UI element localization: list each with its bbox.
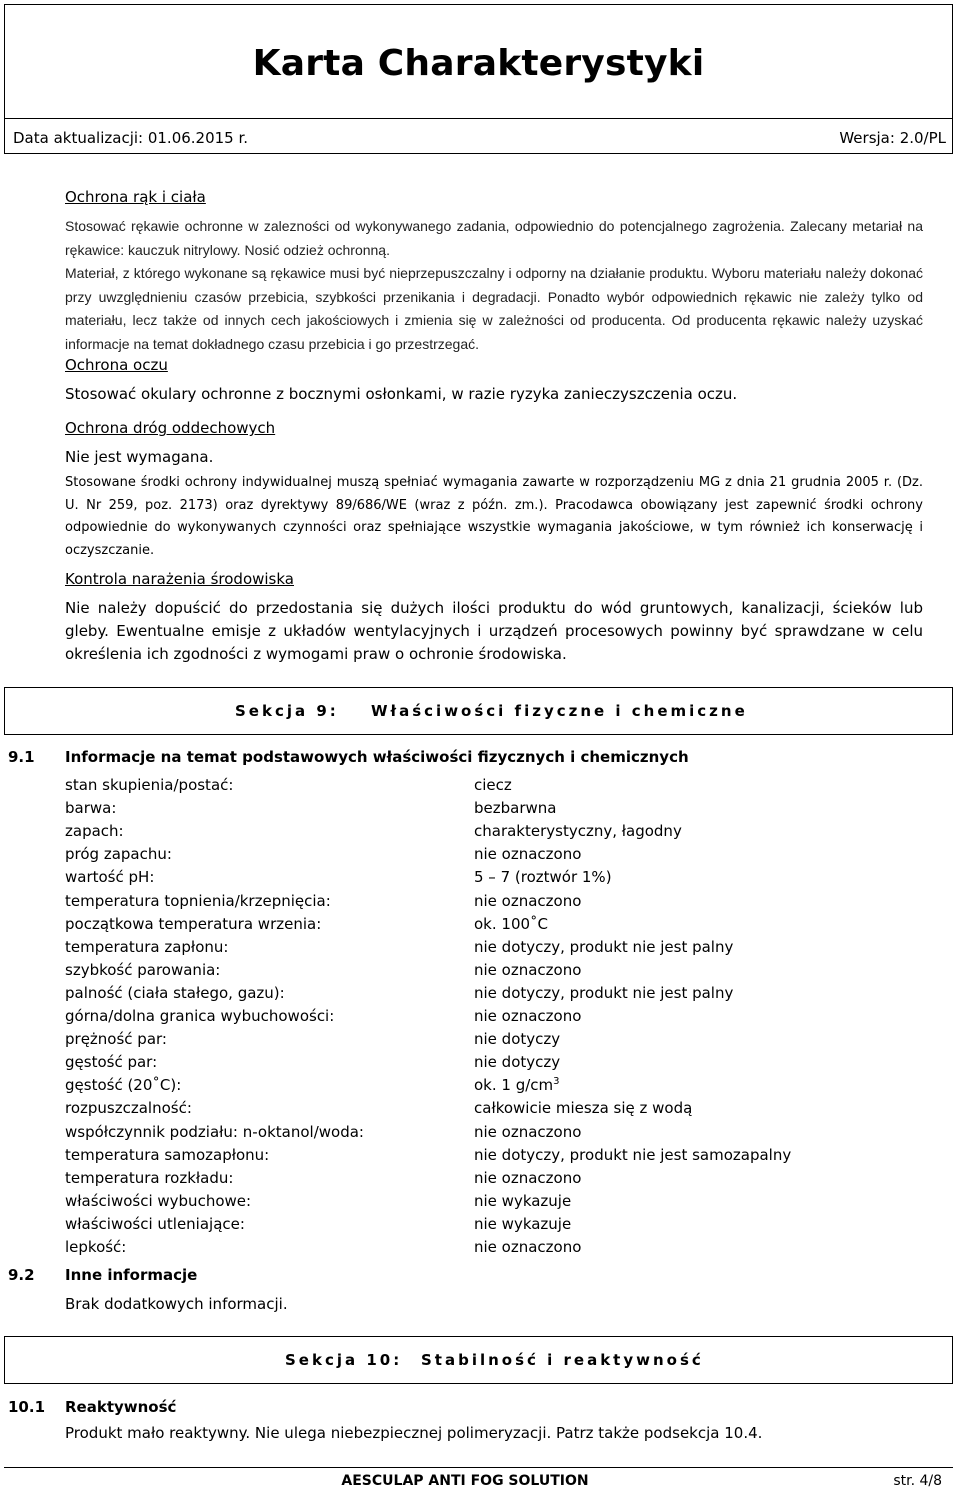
environment-control-heading: Kontrola narażenia środowiska [65, 570, 294, 588]
property-value-superscript: 3 [553, 1076, 560, 1087]
property-label: barwa: [65, 799, 117, 817]
property-label: właściwości utleniające: [65, 1215, 245, 1233]
property-value [474, 938, 733, 956]
property-value-text: ok. 100˚C [474, 915, 549, 933]
property-label: rozpuszczalność: [65, 1099, 192, 1117]
property-label: temperatura topnienia/krzepnięcia: [65, 892, 331, 910]
property-value [474, 1192, 571, 1210]
property-label: palność (ciała stałego, gazu): [65, 984, 285, 1002]
property-value [474, 1053, 560, 1071]
property-value-text: bezbarwna [474, 799, 557, 817]
property-value [474, 892, 581, 910]
section-9-title: Właściwości fizyczne i chemiczne [371, 702, 748, 720]
property-value-text: nie dotyczy [474, 1053, 561, 1071]
property-value-text: nie oznaczono [474, 961, 582, 979]
respiratory-protection-note: Stosowane środki ochrony indywidualnej muszą spełniać wymagania zawarte w rozporządzeniu MG z dnia 21 grudnia 2005 r. (Dz. U. Nr 259, poz. 2173) oraz dyrektywy 89/686/WE (wraz z późn. zm.). Pracodawca obowiązany jest zapewnić środki ochrony odpowiednie do wykonywanych czynności oraz spełniające wszystkie wymagania jakościowe, w tym również ich konserwację i oczyszczanie. [65, 475, 923, 558]
section-10-header [4, 1336, 953, 1384]
property-value-text: nie dotyczy [474, 1030, 561, 1048]
respiratory-protection-text: Nie jest wymagana. [65, 448, 214, 466]
property-value [474, 915, 548, 933]
hand-protection-paragraph-1: Stosować rękawie ochronne w zalezności od wykonywanego zadania, odpowiednio do potencjalnego zagrożenia. Zalecany metariał na rękawice: kauczuk nitrylowy. Nosić odzież ochronną. [65, 218, 923, 258]
subsection-10-1-title: Reaktywność [65, 1398, 177, 1416]
property-value-text: nie dotyczy, produkt nie jest palny [474, 984, 734, 1002]
footer-product-name: AESCULAP ANTI FOG SOLUTION [341, 1473, 589, 1489]
property-label: gęstość par: [65, 1053, 158, 1071]
section-9-number: Sekcja 9: [235, 702, 339, 720]
property-value-text: całkowicie miesza się z wodą [474, 1099, 693, 1117]
property-label: stan skupienia/postać: [65, 776, 234, 794]
property-value [474, 1099, 692, 1117]
property-value-text: nie oznaczono [474, 1238, 582, 1256]
document-header [4, 4, 953, 154]
subsection-9-1-number: 9.1 [8, 748, 35, 766]
property-value-text: ciecz [474, 776, 512, 794]
subsection-9-1-title: Informacje na temat podstawowych właściwości fizycznych i chemicznych [65, 748, 689, 766]
property-label: gęstość (20˚C): [65, 1076, 182, 1094]
property-value [474, 1238, 581, 1256]
property-label: początkowa temperatura wrzenia: [65, 915, 322, 933]
environment-control-text: Nie należy dopuścić do przedostania się dużych ilości produktu do wód gruntowych, kanalizacji, ścieków lub gleby. Ewentualne emisje z układów wentylacyjnych i urządzeń procesowych powinny być sprawdzane w celu określenia ich zgodności z wymogami praw o ochronie środowiska. [65, 599, 923, 663]
subsection-9-2-number: 9.2 [8, 1266, 35, 1284]
property-label: temperatura zapłonu: [65, 938, 229, 956]
eye-protection-heading: Ochrona oczu [65, 356, 168, 374]
property-value [474, 799, 556, 817]
property-value-text: nie oznaczono [474, 1123, 582, 1141]
property-value-text: nie wykazuje [474, 1192, 572, 1210]
property-value-text: nie oznaczono [474, 1169, 582, 1187]
property-label: zapach: [65, 822, 124, 840]
eye-protection-text: Stosować okulary ochronne z bocznymi osłonkami, w razie ryzyka zanieczyszczenia oczu. [65, 385, 738, 403]
section-10-title: Stabilność i reaktywność [421, 1351, 704, 1369]
respiratory-protection-heading: Ochrona dróg oddechowych [65, 419, 276, 437]
property-label: współczynnik podziału: n-oktanol/woda: [65, 1123, 364, 1141]
subsection-9-2-text: Brak dodatkowych informacji. [65, 1295, 288, 1313]
property-value [474, 1123, 581, 1141]
subsection-9-2-title: Inne informacje [65, 1266, 198, 1284]
section-9-header [4, 687, 953, 735]
property-label: górna/dolna granica wybuchowości: [65, 1007, 335, 1025]
property-value-text: 5 – 7 (roztwór 1%) [474, 868, 612, 886]
property-label: szybkość parowania: [65, 961, 221, 979]
property-label: lepkość: [65, 1238, 127, 1256]
section-10-number: Sekcja 10: [285, 1351, 403, 1369]
subsection-10-1-number: 10.1 [8, 1398, 46, 1416]
property-value [474, 845, 581, 863]
property-label: próg zapachu: [65, 845, 172, 863]
update-date: Data aktualizacji: 01.06.2015 r. [13, 129, 249, 147]
property-label: wartość pH: [65, 868, 155, 886]
property-value [474, 1007, 581, 1025]
property-label: temperatura samozapłonu: [65, 1146, 270, 1164]
property-value [474, 868, 612, 886]
header-divider [5, 118, 952, 119]
property-value [474, 1146, 791, 1164]
footer-divider [4, 1467, 953, 1468]
subsection-10-1-text: Produkt mało reaktywny. Nie ulega niebezpiecznej polimeryzacji. Patrz także podsekcja 10.4. [65, 1424, 763, 1442]
property-value-text: nie wykazuje [474, 1215, 572, 1233]
property-value [474, 822, 682, 840]
hand-protection-heading: Ochrona rąk i ciała [65, 188, 206, 206]
footer-page-number: str. 4/8 [893, 1473, 942, 1489]
property-value [474, 1030, 560, 1048]
property-value-text: ok. 1 g/cm [474, 1076, 554, 1094]
document-title: Karta Charakterystyki [252, 43, 705, 84]
property-value [474, 1215, 571, 1233]
property-value-text: nie oznaczono [474, 892, 582, 910]
version-label: Wersja: 2.0/PL [839, 129, 946, 147]
property-value [474, 984, 733, 1002]
property-label: prężność par: [65, 1030, 167, 1048]
property-value [474, 1169, 581, 1187]
property-label: temperatura rozkładu: [65, 1169, 234, 1187]
property-value-text: nie oznaczono [474, 845, 582, 863]
property-value [474, 961, 581, 979]
property-value-text: nie dotyczy, produkt nie jest samozapalny [474, 1146, 792, 1164]
property-value [474, 1076, 560, 1094]
property-value-text: nie oznaczono [474, 1007, 582, 1025]
property-label: właściwości wybuchowe: [65, 1192, 252, 1210]
property-value-text: nie dotyczy, produkt nie jest palny [474, 938, 734, 956]
property-value-text: charakterystyczny, łagodny [474, 822, 682, 840]
hand-protection-paragraph-2: Materiał, z którego wykonane są rękawice musi być nieprzepuszczalny i odporny na działanie produktu. Wyboru materiału należy dokonać przy uwzględnieniu czasów przebicia, szybkości przenikania i degradacji. Ponadto wybór odpowiednich rękawic nie zależy tylko od materiału, lecz także od innych cech jakościowych i zmienia się w zależności od producenta. Od producenta rękawic należy uzyskać informacje na temat dokładnego czasu przebicia i go przestrzegać. [65, 265, 923, 352]
property-value [474, 776, 512, 794]
